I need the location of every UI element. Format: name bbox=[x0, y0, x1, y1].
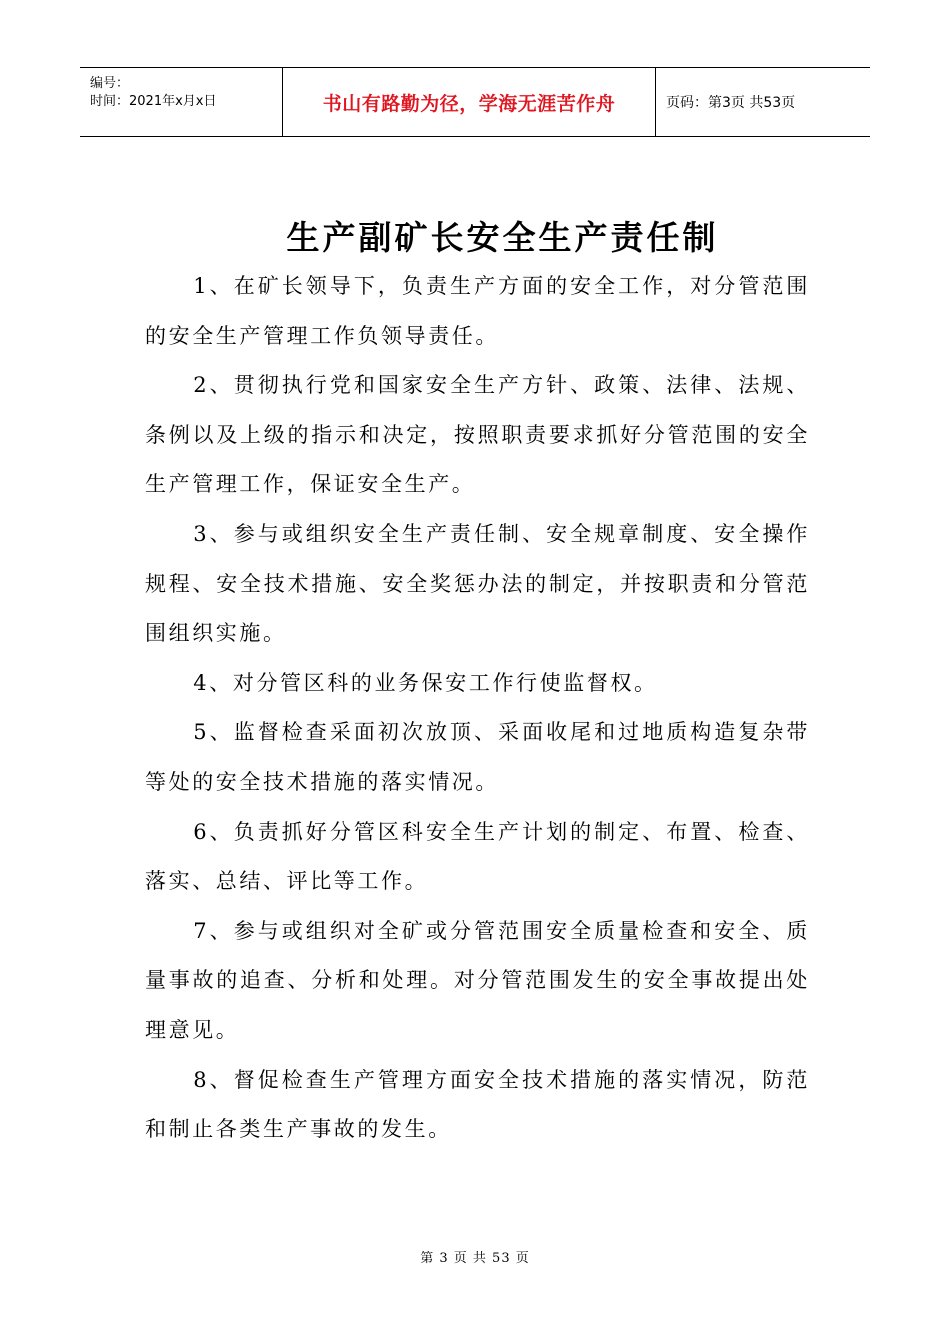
document-title: 生产副矿长安全生产责任制 bbox=[286, 218, 719, 257]
paragraph: 4、对分管区科的业务保安工作行使监督权。 bbox=[193, 670, 658, 695]
time-label: 时间：2021年x月x日 bbox=[90, 94, 217, 109]
paragraph: 6、负责抓好分管区科安全生产计划的制定、布置、检查、落实、总结、评比等工作。 bbox=[145, 819, 810, 894]
motto-text: 书山有路勤为径，学海无涯苦作舟 bbox=[322, 92, 616, 115]
paragraph: 1、在矿长领导下，负责生产方面的安全工作，对分管范围的安全生产管理工作负领导责任。 bbox=[145, 274, 810, 348]
header-meta-cell bbox=[80, 68, 283, 136]
page-info: 页码：第3页 共53页 bbox=[666, 95, 796, 111]
document-body bbox=[145, 262, 810, 1155]
header-table bbox=[80, 67, 870, 137]
paragraph: 3、参与或组织安全生产责任制、安全规章制度、安全操作规程、安全技术措施、安全奖惩办法的制定，并按职责和分管范围组织实施。 bbox=[145, 521, 810, 646]
paragraph: 2、贯彻执行党和国家安全生产方针、政策、法律、法规、条例以及上级的指示和决定，按照职责要求抓好分管范围的安全生产管理工作，保证安全生产。 bbox=[145, 373, 810, 497]
code-label: 编号： bbox=[90, 76, 130, 91]
paragraph: 8、督促检查生产管理方面安全技术措施的落实情况，防范和制止各类生产事故的发生。 bbox=[145, 1067, 810, 1142]
header-motto-cell bbox=[283, 68, 656, 136]
paragraph: 7、参与或组织对全矿或分管范围安全质量检查和安全、质量事故的追查、分析和处理。对分管范围发生的安全事故提出处理意见。 bbox=[145, 918, 810, 1042]
paragraph: 5、监督检查采面初次放顶、采面收尾和过地质构造复杂带等处的安全技术措施的落实情况。 bbox=[145, 720, 810, 794]
page-footer: 第 3 页 共 53 页 bbox=[420, 1251, 530, 1266]
header-page-cell bbox=[656, 68, 870, 136]
